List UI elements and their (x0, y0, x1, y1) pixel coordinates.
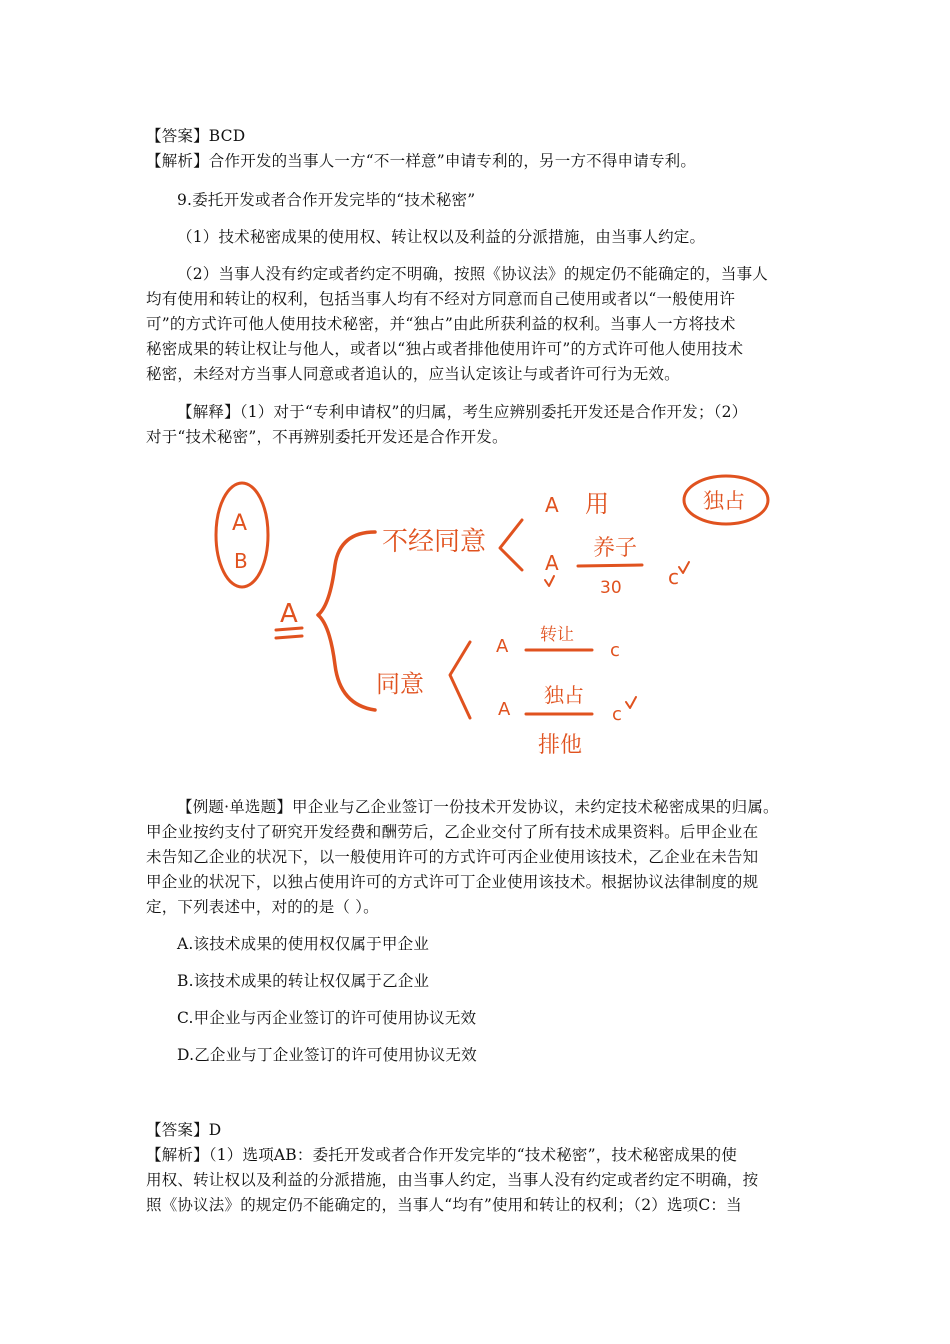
bottom-a1: A (496, 636, 509, 657)
handwritten-diagram (200, 470, 780, 770)
equals-stroke (276, 628, 302, 630)
option-d: D.乙企业与丁企业签订的许可使用协议无效 (177, 1046, 477, 1064)
explanation-line: 【解释】（1）对于“专利申请权”的归属，考生应辨别委托开发还是合作开发；（2） (177, 403, 748, 421)
branch-bottom-label: 同意 (376, 670, 424, 698)
top-a1-word: 用 (585, 490, 609, 518)
bottom-a2-word2: 排他 (538, 733, 583, 758)
check-mark (679, 562, 689, 573)
top-a1: A (545, 493, 559, 517)
sketch-label-a: A (232, 511, 248, 536)
top-sub-brace (500, 520, 522, 570)
question-line: 【例题·单选题】甲企业与乙企业签订一份技术开发协议，未约定技术秘密成果的归属。 (177, 798, 779, 816)
question-line: 甲企业按约支付了研究开发经费和酬劳后，乙企业交付了所有技术成果资料。后甲企业在 (146, 823, 759, 841)
option-b: B.该技术成果的转让权仅属于乙企业 (177, 972, 430, 990)
analysis-text: 【解析】合作开发的当事人一方“不一样意”申请专利的，另一方不得申请专利。 (146, 152, 697, 170)
bottom-c2: c (612, 704, 622, 725)
fraction-bar (578, 565, 642, 566)
explanation-line: 对于“技术秘密”，不再辨别委托开发还是合作开发。 (146, 428, 508, 446)
paragraph-2-line: （2）当事人没有约定或者约定不明确，按照《协议法》的规定仍不能确定的，当事人 (177, 265, 768, 283)
check-mark (626, 697, 636, 708)
circled-word: 独占 (703, 489, 745, 513)
answer-label: 【答案】BCD (146, 127, 246, 145)
paragraph-1: （1）技术秘密成果的使用权、转让权以及利益的分派措施，由当事人约定。 (177, 228, 706, 246)
check-mark (545, 576, 554, 586)
top-c: c (668, 565, 679, 589)
equals-stroke (276, 636, 302, 638)
sketch-label-b: B (234, 549, 248, 573)
main-brace (318, 532, 375, 710)
question-line: 甲企业的状况下，以独占使用许可的方式许可丁企业使用该技术。根据协议法律制度的规 (146, 873, 759, 891)
sketch-eq-a: A (280, 599, 298, 629)
bottom-a1-word: 转让 (540, 625, 574, 645)
top-a2-word: 养子 (593, 536, 638, 561)
branch-top-label: 不经同意 (382, 527, 487, 557)
paragraph-2-line: 可”的方式许可他人使用技术秘密，并“独占”由此所获利益的权利。当事人一方将技术 (146, 315, 736, 333)
bottom-a2: A (498, 699, 511, 720)
top-a2: A (545, 551, 559, 575)
bottom-a2-word: 独占 (544, 683, 584, 707)
question-line: 未告知乙企业的状况下，以一般使用许可的方式许可丙企业使用该技术，乙企业在未告知 (146, 848, 759, 866)
paragraph-2-line: 秘密成果的转让权让与他人，或者以“独占或者排他使用许可”的方式许可他人使用技术 (146, 340, 744, 358)
bottom-c1: c (610, 640, 620, 661)
analysis-line: 用权、转让权以及利益的分派措施，由当事人约定，当事人没有约定或者约定不明确，按 (146, 1171, 759, 1189)
paragraph-2-line: 秘密，未经对方当事人同意或者追认的，应当认定该让与或者许可行为无效。 (146, 365, 680, 383)
analysis-line: 【解析】（1）选项AB：委托开发或者合作开发完毕的“技术秘密”，技术秘密成果的使 (146, 1146, 738, 1164)
top-a2-num: 30 (600, 578, 622, 598)
analysis-line: 照《协议法》的规定仍不能确定的，当事人“均有”使用和转让的权利；（2）选项C：当 (146, 1196, 742, 1214)
paragraph-2-line: 均有使用和转让的权利，包括当事人均有不经对方同意而自己使用或者以“一般使用许 (146, 290, 736, 308)
option-c: C.甲企业与丙企业签订的许可使用协议无效 (177, 1009, 477, 1027)
question-line: 定，下列表述中，对的的是（ ）。 (146, 898, 379, 916)
answer-label: 【答案】D (146, 1121, 222, 1139)
option-a: A.该技术成果的使用权仅属于甲企业 (177, 935, 430, 953)
section-heading: 9.委托开发或者合作开发完毕的“技术秘密” (177, 191, 476, 209)
bottom-sub-brace (450, 642, 470, 718)
